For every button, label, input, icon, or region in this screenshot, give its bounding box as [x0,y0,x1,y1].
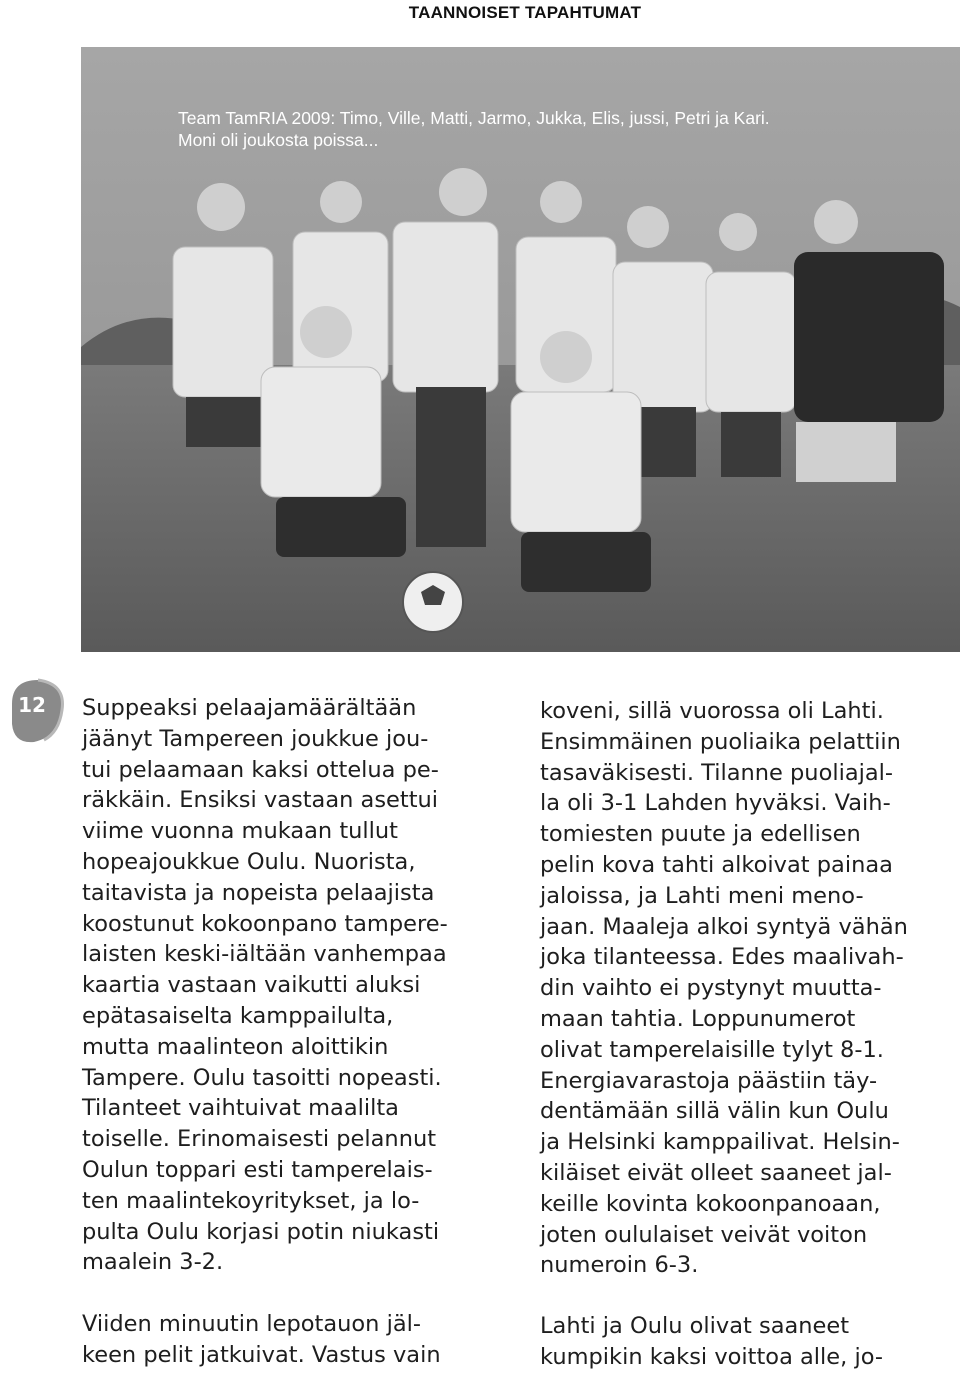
text-line: jaloissa, ja Lahti meni meno- [540,882,864,909]
text-line: jaan. Maaleja alkoi syntyä vähän [540,913,908,940]
text-line: kaartia vastaan vaikutti aluksi [82,972,421,999]
section-header: TAANNOISET TAPAHTUMAT [408,3,642,22]
article-left-column [82,693,497,1371]
text-line: koostunut kokoonpano tampere- [82,910,448,937]
text-line: Ensimmäinen puoliaika pelattiin [540,728,901,755]
text-line: maan tahtia. Loppunumerot [540,1005,856,1032]
text-line: Oulun toppari esti tamperelais- [82,1156,433,1183]
team-photo [81,47,960,652]
text-line: pulta Oulu korjasi potin niukasti [82,1218,440,1245]
text-line: ja Helsinki kamppailivat. Helsin- [540,1129,900,1156]
text-line: räkkäin. Ensiksi vastaan asettui [82,787,439,814]
text-line: Lahti ja Oulu olivat saaneet [540,1313,850,1340]
text-line: tasaväkisesti. Tilanne puoliajal- [540,759,894,786]
text-line: Viiden minuutin lepotauon jäl- [82,1311,421,1338]
text-line: din vaihto ei pystynyt muutta- [540,975,882,1002]
article-right-column [540,696,958,1373]
text-line: tui pelaamaan kaksi ottelua pe- [82,756,439,783]
text-line: tomiesten puute ja edellisen [540,821,861,848]
text-line: la oli 3-1 Lahden hyväksi. Vaih- [540,790,891,817]
text-line: maalein 3-2. [82,1249,224,1276]
caption-line: Team TamRIA 2009: Timo, Ville, Matti, Jarmo, Jukka, Elis, jussi, Petri ja Kari. [178,108,770,128]
text-line: dentämään sillä välin kun Oulu [540,1098,889,1125]
photo-caption [178,107,938,151]
text-line: jäänyt Tampereen joukkue jou- [82,725,429,752]
text-line: Energiavarastoja päästiin täy- [540,1067,878,1094]
text-line: joka tilanteessa. Edes maalivah- [540,944,904,971]
paragraph [82,693,497,1278]
text-line: epätasaiselta kamppailulta, [82,1002,394,1029]
text-line: hopeajoukkue Oulu. Nuorista, [82,848,416,875]
page-number: 12 [18,693,46,717]
text-line: Tampere. Oulu tasoitti nopeasti. [82,1064,442,1091]
text-line: olivat tamperelaisille tylyt 8-1. [540,1036,884,1063]
text-line: toiselle. Erinomaisesti pelannut [82,1126,437,1153]
text-line: joten oululaiset veivät voiton [540,1221,868,1248]
caption-line: Moni oli joukosta poissa... [178,130,379,150]
text-line: Suppeaksi pelaajamäärältään [82,695,417,721]
paragraph [82,1309,497,1371]
text-line: koveni, sillä vuorossa oli Lahti. [540,698,884,724]
text-line: Tilanteet vaihtuivat maalilta [82,1095,399,1122]
text-line: ten maalintekoyritykset, ja lo- [82,1187,420,1214]
text-line: taitavista ja nopeista pelaajista [82,879,435,906]
text-line: laisten keski-iältään vanhempaa [82,941,447,968]
text-line: mutta maalinteon aloittikin [82,1033,389,1060]
paragraph [540,1311,958,1373]
text-line: kiläiset eivät olleet saaneet jal- [540,1159,892,1186]
paragraph [540,696,958,1281]
text-line: numeroin 6-3. [540,1252,699,1279]
text-line: pelin kova tahti alkoivat painaa [540,851,893,878]
text-line: keille kovinta kokoonpanoaan, [540,1190,881,1217]
text-line: viime vuonna mukaan tullut [82,818,398,845]
text-line: keen pelit jatkuivat. Vastus vain [82,1341,441,1368]
text-line: kumpikin kaksi voittoa alle, jo- [540,1343,883,1370]
